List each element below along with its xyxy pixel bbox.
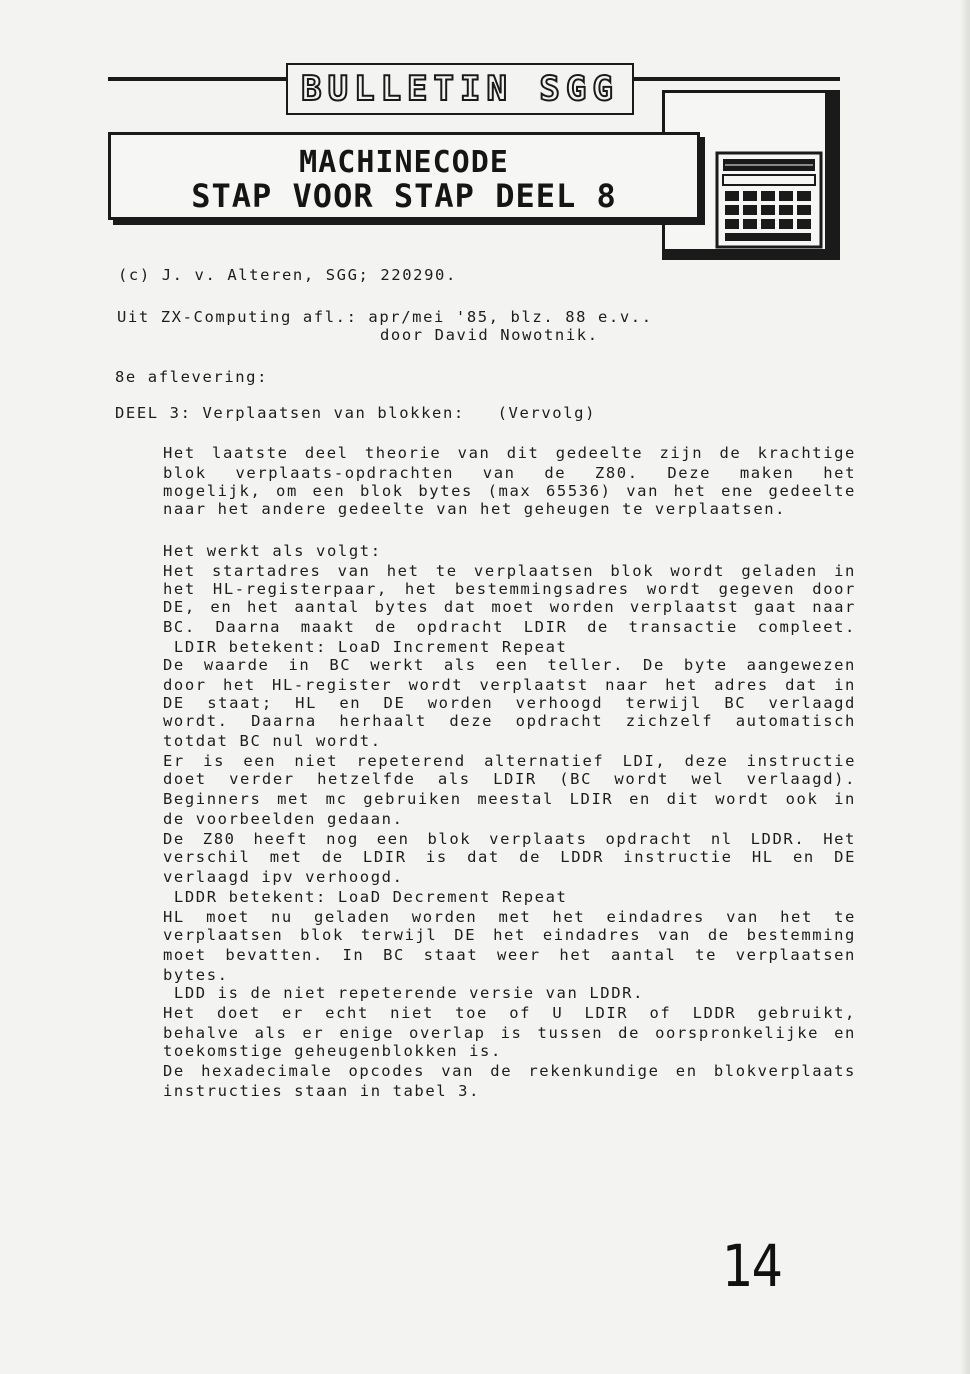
p2-line: toekomstige geheugenblokken is.	[163, 1042, 502, 1060]
p2-line: De waarde in BC werkt als een teller. De byte aangewezen	[163, 656, 856, 674]
bulletin-title: BULLETIN SGG	[301, 69, 619, 109]
p2-line: moet bevatten. In BC staat weer het aantal te verplaatsen	[163, 946, 856, 964]
p2-line: De hexadecimale opcodes van de rekenkundige en blokverplaats	[163, 1062, 856, 1080]
copyright-line: (c) J. v. Alteren, SGG; 220290.	[118, 266, 457, 284]
p2-line: Er is een niet repeterend alternatief LDI, deze instructie	[163, 752, 856, 770]
p2-line: LDIR betekent: LoaD Increment Repeat	[163, 638, 568, 656]
p2-line: instructies staan in tabel 3.	[163, 1082, 481, 1100]
p2-line: HL moet nu geladen worden met het eindadres van het te	[163, 908, 856, 926]
bulletin-banner	[286, 63, 634, 115]
source-line: Uit ZX-Computing afl.: apr/mei '85, blz. 88 e.v..	[117, 308, 653, 326]
page-number: 14	[722, 1232, 782, 1300]
p2-line: door het HL-register wordt verplaatst naar het adres dat in	[163, 676, 856, 694]
page-edge	[960, 0, 970, 1374]
p2-line: verlaagd ipv verhoogd.	[163, 868, 404, 886]
p2-line: verschil met de LDIR is dat de LDDR instructie HL en DE	[163, 848, 856, 866]
p2-line: doet verder hetzelfde als LDIR (BC wordt wel verlaagd).	[163, 770, 856, 788]
p2-line: Het doet er echt niet toe of U LDIR of LDDR gebruikt,	[163, 1004, 856, 1022]
p2-line: de voorbeelden gedaan.	[163, 810, 404, 828]
p2-line: DE staat; HL en DE worden verhoogd terwijl BC verlaagd	[163, 694, 856, 712]
episode-line: 8e aflevering:	[115, 368, 269, 386]
keyboard-computer-icon	[715, 151, 825, 251]
p1-line: Het laatste deel theorie van dit gedeelte zijn de krachtige	[163, 444, 856, 462]
p1-line: blok verplaats-opdrachten van de Z80. Deze maken het	[163, 464, 856, 482]
author-line: door David Nowotnik.	[380, 326, 599, 344]
p2-line: LDDR betekent: LoaD Decrement Repeat	[163, 888, 568, 906]
article-title-box	[108, 132, 700, 220]
p2-line: het HL-registerpaar, het bestemmingsadres wordt gegeven door	[163, 580, 856, 598]
p2-line: wordt. Daarna herhaalt deze opdracht zichzelf automatisch	[163, 712, 856, 730]
p2-line: totdat BC nul wordt.	[163, 732, 382, 750]
p2-line: bytes.	[163, 966, 229, 984]
section-heading: DEEL 3: Verplaatsen van blokken: (Vervolg)	[115, 404, 596, 422]
p2-line: Het werkt als volgt:	[163, 542, 382, 560]
article-title-line1: MACHINECODE	[299, 145, 509, 180]
p2-line: BC. Daarna maakt de opdracht LDIR de transactie compleet.	[163, 618, 856, 636]
p2-line: behalve als er enige overlap is tussen de oorspronkelijke en	[163, 1024, 856, 1042]
article-title-line2: STAP VOOR STAP DEEL 8	[191, 177, 617, 215]
p1-line: mogelijk, om een blok bytes (max 65536) van het ene gedeelte	[163, 482, 856, 500]
p1-line: naar het andere gedeelte van het geheugen te verplaatsen.	[163, 500, 787, 518]
p2-line: Beginners met mc gebruiken meestal LDIR en dit wordt ook in	[163, 790, 856, 808]
p2-line: Het startadres van het te verplaatsen blok wordt geladen in	[163, 562, 856, 580]
p2-line: De Z80 heeft nog een blok verplaats opdracht nl LDDR. Het	[163, 830, 856, 848]
p2-line: verplaatsen blok terwijl DE het eindadres van de bestemming	[163, 926, 856, 944]
p2-line: LDD is de niet repeterende versie van LDDR.	[163, 984, 644, 1002]
p2-line: DE, en het aantal bytes dat moet worden verplaatst gaat naar	[163, 598, 856, 616]
